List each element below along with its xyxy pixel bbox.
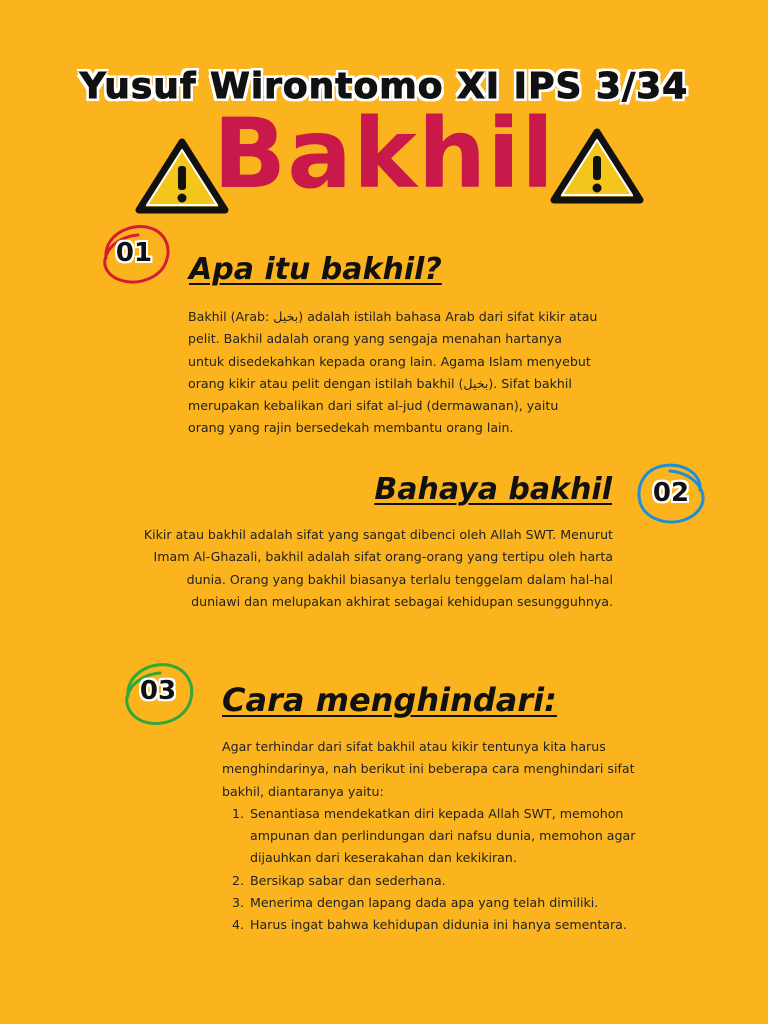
section-heading: Apa itu bakhil? [189,252,442,287]
section-number-badge-03 [118,658,198,730]
list-item: 1. Senantiasa mendekatkan diri kepada Allah SWT, memohon ampunan dan perlindungan dari nafsu dunia, memohon agar dijauhkan dari keserakahan dan kekikiran. [248,803,672,870]
section-body [222,736,672,937]
warning-icon [135,136,230,216]
section-number: 01 [115,238,153,268]
list-item: 3. Menerima dengan lapang dada apa yang telah dimiliki. [248,892,672,914]
section-heading: Bahaya bakhil [374,472,612,507]
list-item: 2. Bersikap sabar dan sederhana. [248,870,672,892]
tips-list [222,803,672,937]
section-heading: Cara menghindari: [222,681,557,719]
section-body: Kikir atau bakhil adalah sifat yang sangat dibenci oleh Allah SWT. Menurut Imam Al-Ghazali, bakhil adalah sifat orang-orang yang tertipu oleh harta dunia. Orang yang bakhil biasanya terlalu tenggelam dalam hal-hal duniawi dan melupakan akhirat sebagai kehidupan sesungguhnya. [143,527,613,609]
section-number: 02 [652,478,690,508]
warning-icon [550,126,645,206]
page-title: Bakhil [213,98,555,210]
section-number-badge-02 [630,458,712,530]
list-item: 4. Harus ingat bahwa kehidupan didunia ini hanya sementara. [248,914,672,936]
section-number-badge-01 [94,218,174,290]
section-intro: Agar terhindar dari sifat bakhil atau kikir tentunya kita harus menghindarinya, nah berikut ini beberapa cara menghindari sifat bakhil, diantaranya yaitu: [222,739,635,799]
section-number: 03 [139,676,177,706]
section-body: Bakhil (Arab: بخيل) adalah istilah bahasa Arab dari sifat kikir atau pelit. Bakhil adalah orang yang sengaja menahan hartanya untuk disedekahkan kepada orang lain. Agama Islam menyebut orang kikir atau pelit dengan istilah bakhil (بخيل). Sifat bakhil merupakan kebalikan dari sifat al-jud (dermawanan), yaitu orang yang rajin bersedekah membantu orang lain. [188,309,598,436]
author-heading: Yusuf Wirontomo XI IPS 3/34 [79,66,689,107]
